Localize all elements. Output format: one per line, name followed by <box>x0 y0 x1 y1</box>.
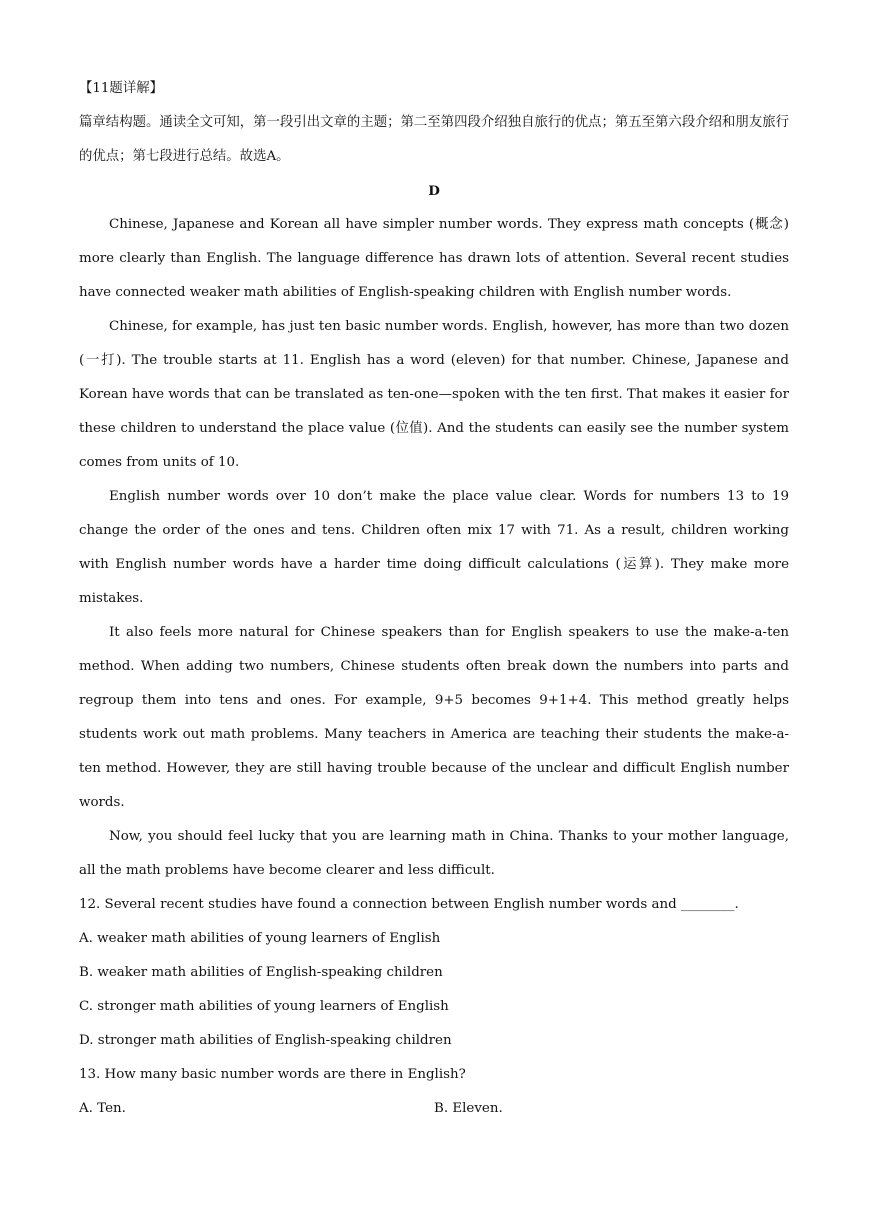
passage-paragraph-2: Chinese, for example, has just ten basic number words. English, however, has more than two dozen (一打). The trouble starts at 11. English has a word (eleven) for that number. Chinese, Japanese and Korean have words that can be translated as ten-one—spoken with the ten first. That makes it easier for these children to understand the place value (位值). And the students can easily see the number system comes from units of 10. <box>79 319 789 470</box>
question-12-option-d[interactable]: D. stronger math abilities of English-speaking children <box>79 1033 452 1048</box>
question-13-options <box>79 1092 789 1126</box>
document-page <box>79 72 789 1126</box>
explanation-heading: 【11题详解】 <box>79 81 163 96</box>
passage-paragraph-4: It also feels more natural for Chinese speakers than for English speakers to use the make-a-ten method. When adding two numbers, Chinese students often break down the numbers into parts and regroup them into tens and ones. For example, 9+5 becomes 9+1+4. This method greatly helps students work out math problems. Many teachers in America are teaching their students the make-a-ten method. However, they are still having trouble because of the unclear and difficult English number words. <box>79 625 789 810</box>
question-13-stem: 13. How many basic number words are there in English? <box>79 1067 466 1082</box>
question-13-option-b[interactable]: B. Eleven. <box>434 1101 503 1116</box>
question-12-option-b[interactable]: B. weaker math abilities of English-speaking children <box>79 965 443 980</box>
question-12-stem: 12. Several recent studies have found a connection between English number words and ________. <box>79 897 739 912</box>
question-12-option-a[interactable]: A. weaker math abilities of young learners of English <box>79 931 441 946</box>
question-13-option-a[interactable]: A. Ten. <box>79 1101 126 1116</box>
passage-paragraph-3: English number words over 10 don’t make the place value clear. Words for numbers 13 to 19 change the order of the ones and tens. Children often mix 17 with 71. As a result, children working with English number words have a harder time doing difficult calculations (运算). They make more mistakes. <box>79 489 789 606</box>
question-12-option-c[interactable]: C. stronger math abilities of young learners of English <box>79 999 449 1014</box>
section-label: D <box>428 183 440 199</box>
explanation-text: 篇章结构题。通读全文可知，第一段引出文章的主题；第二至第四段介绍独自旅行的优点；第五至第六段介绍和朋友旅行的优点；第七段进行总结。故选A。 <box>79 115 789 164</box>
passage-paragraph-5: Now, you should feel lucky that you are learning math in China. Thanks to your mother language, all the math problems have become clearer and less difficult. <box>79 829 789 878</box>
passage-paragraph-1: Chinese, Japanese and Korean all have simpler number words. They express math concepts (概念) more clearly than English. The language difference has drawn lots of attention. Several recent studies have connected weaker math abilities of English-speaking children with English number words. <box>79 217 789 300</box>
